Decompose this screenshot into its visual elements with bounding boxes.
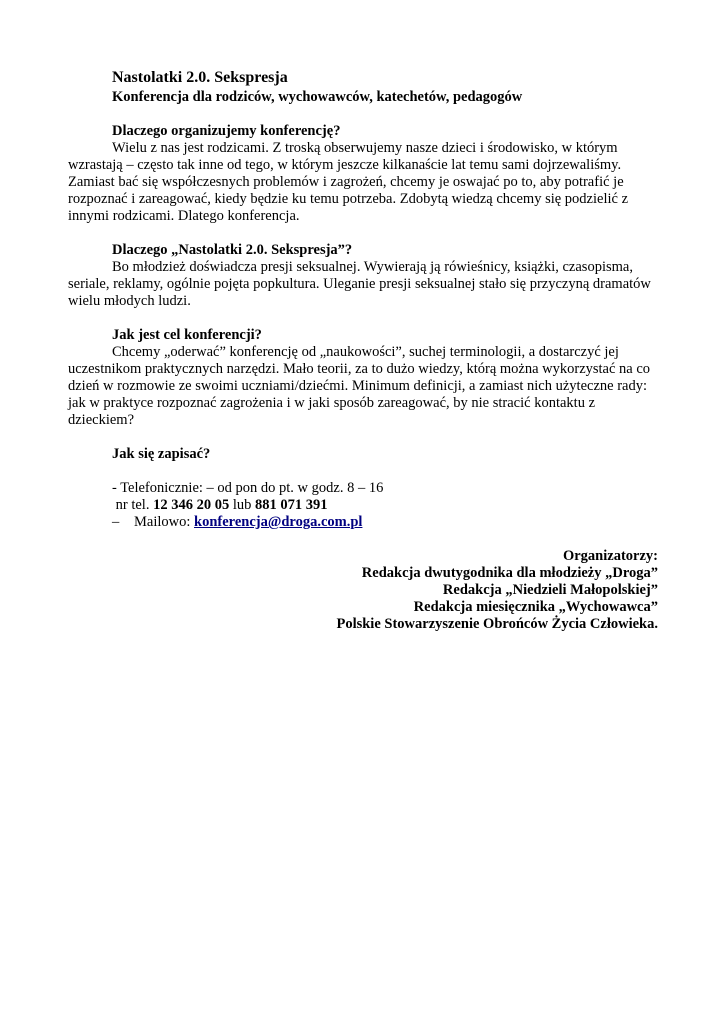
document-title: Nastolatki 2.0. Sekspresja [112, 69, 288, 86]
phone-prefix: nr tel. [112, 497, 154, 513]
organizer-item: Polskie Stowarzyszenie Obrońców Życia Człowieka. [336, 616, 658, 632]
section-heading-name: Dlaczego „Nastolatki 2.0. Sekspresja”? [112, 242, 353, 258]
email-dash: – [112, 514, 120, 530]
email-label: Mailowo: [134, 514, 195, 530]
phone-number-1[interactable]: 12 346 20 05 [153, 497, 230, 513]
email-line [112, 514, 660, 531]
section-heading-why: Dlaczego organizujemy konferencję? [112, 123, 341, 139]
section-body-why: Wielu z nas jest rodzicami. Z troską obserwujemy nasze dzieci i środowisko, w którym wzrastają – często tak inne od tego, w którym jeszcze kilkanaście lat temu sami dojrzewaliśmy. Zamiast bać się współczesnych problemów i zagrożeń, chcemy je oswajać po to, aby potrafić je rozpoznać i zareagować, kiedy będzie ku temu potrzeba. Zdobytą wiedzą chcemy się podzielić z innymi rodzicami. Dlatego konferencja. [68, 140, 628, 224]
phone-numbers-line [112, 497, 660, 514]
phone-line: - Telefonicznie: – od pon do pt. w godz. 8 – 16 [112, 480, 384, 496]
organizer-item: Redakcja „Niedzieli Małopolskiej” [442, 582, 658, 598]
document-page [68, 68, 660, 633]
organizer-item: Redakcja miesięcznika „Wychowawca” [413, 599, 658, 615]
organizers-heading: Organizatorzy: [562, 548, 658, 564]
phone-or: lub [229, 497, 255, 513]
section-body-name: Bo młodzież doświadcza presji seksualnej. Wywierają ją rówieśnicy, książki, czasopisma, seriale, reklamy, ogólnie pojęta popkultura. Uleganie presji seksualnej stało się przyczyną dramatów wielu młodych ludzi. [68, 259, 651, 309]
organizers-block [68, 548, 660, 633]
organizer-item: Redakcja dwutygodnika dla młodzieży „Droga” [361, 565, 658, 581]
contact-block [112, 480, 660, 531]
document-subtitle: Konferencja dla rodziców, wychowawców, katechetów, pedagogów [112, 89, 523, 105]
section-body-goal: Chcemy „oderwać” konferencję od „naukowości”, suchej terminologii, a dostarczyć jej uczestnikom praktycznych narzędzi. Mało teorii, za to dużo wiedzy, którą można wykorzystać na co dzień w rozmowie ze swoimi uczniami/dziećmi. Minimum definicji, a zamiast nich użyteczne rady: jak w praktyce rozpoznać zagrożenia i w jaki sposób zareagować, by nie stracić kontaktu z dzieckiem? [68, 344, 651, 428]
phone-number-2[interactable]: 881 071 391 [254, 497, 328, 513]
email-link[interactable]: konferencja@droga.com.pl [194, 514, 363, 530]
signup-heading: Jak się zapisać? [112, 446, 211, 462]
section-heading-goal: Jak jest cel konferencji? [112, 327, 262, 343]
